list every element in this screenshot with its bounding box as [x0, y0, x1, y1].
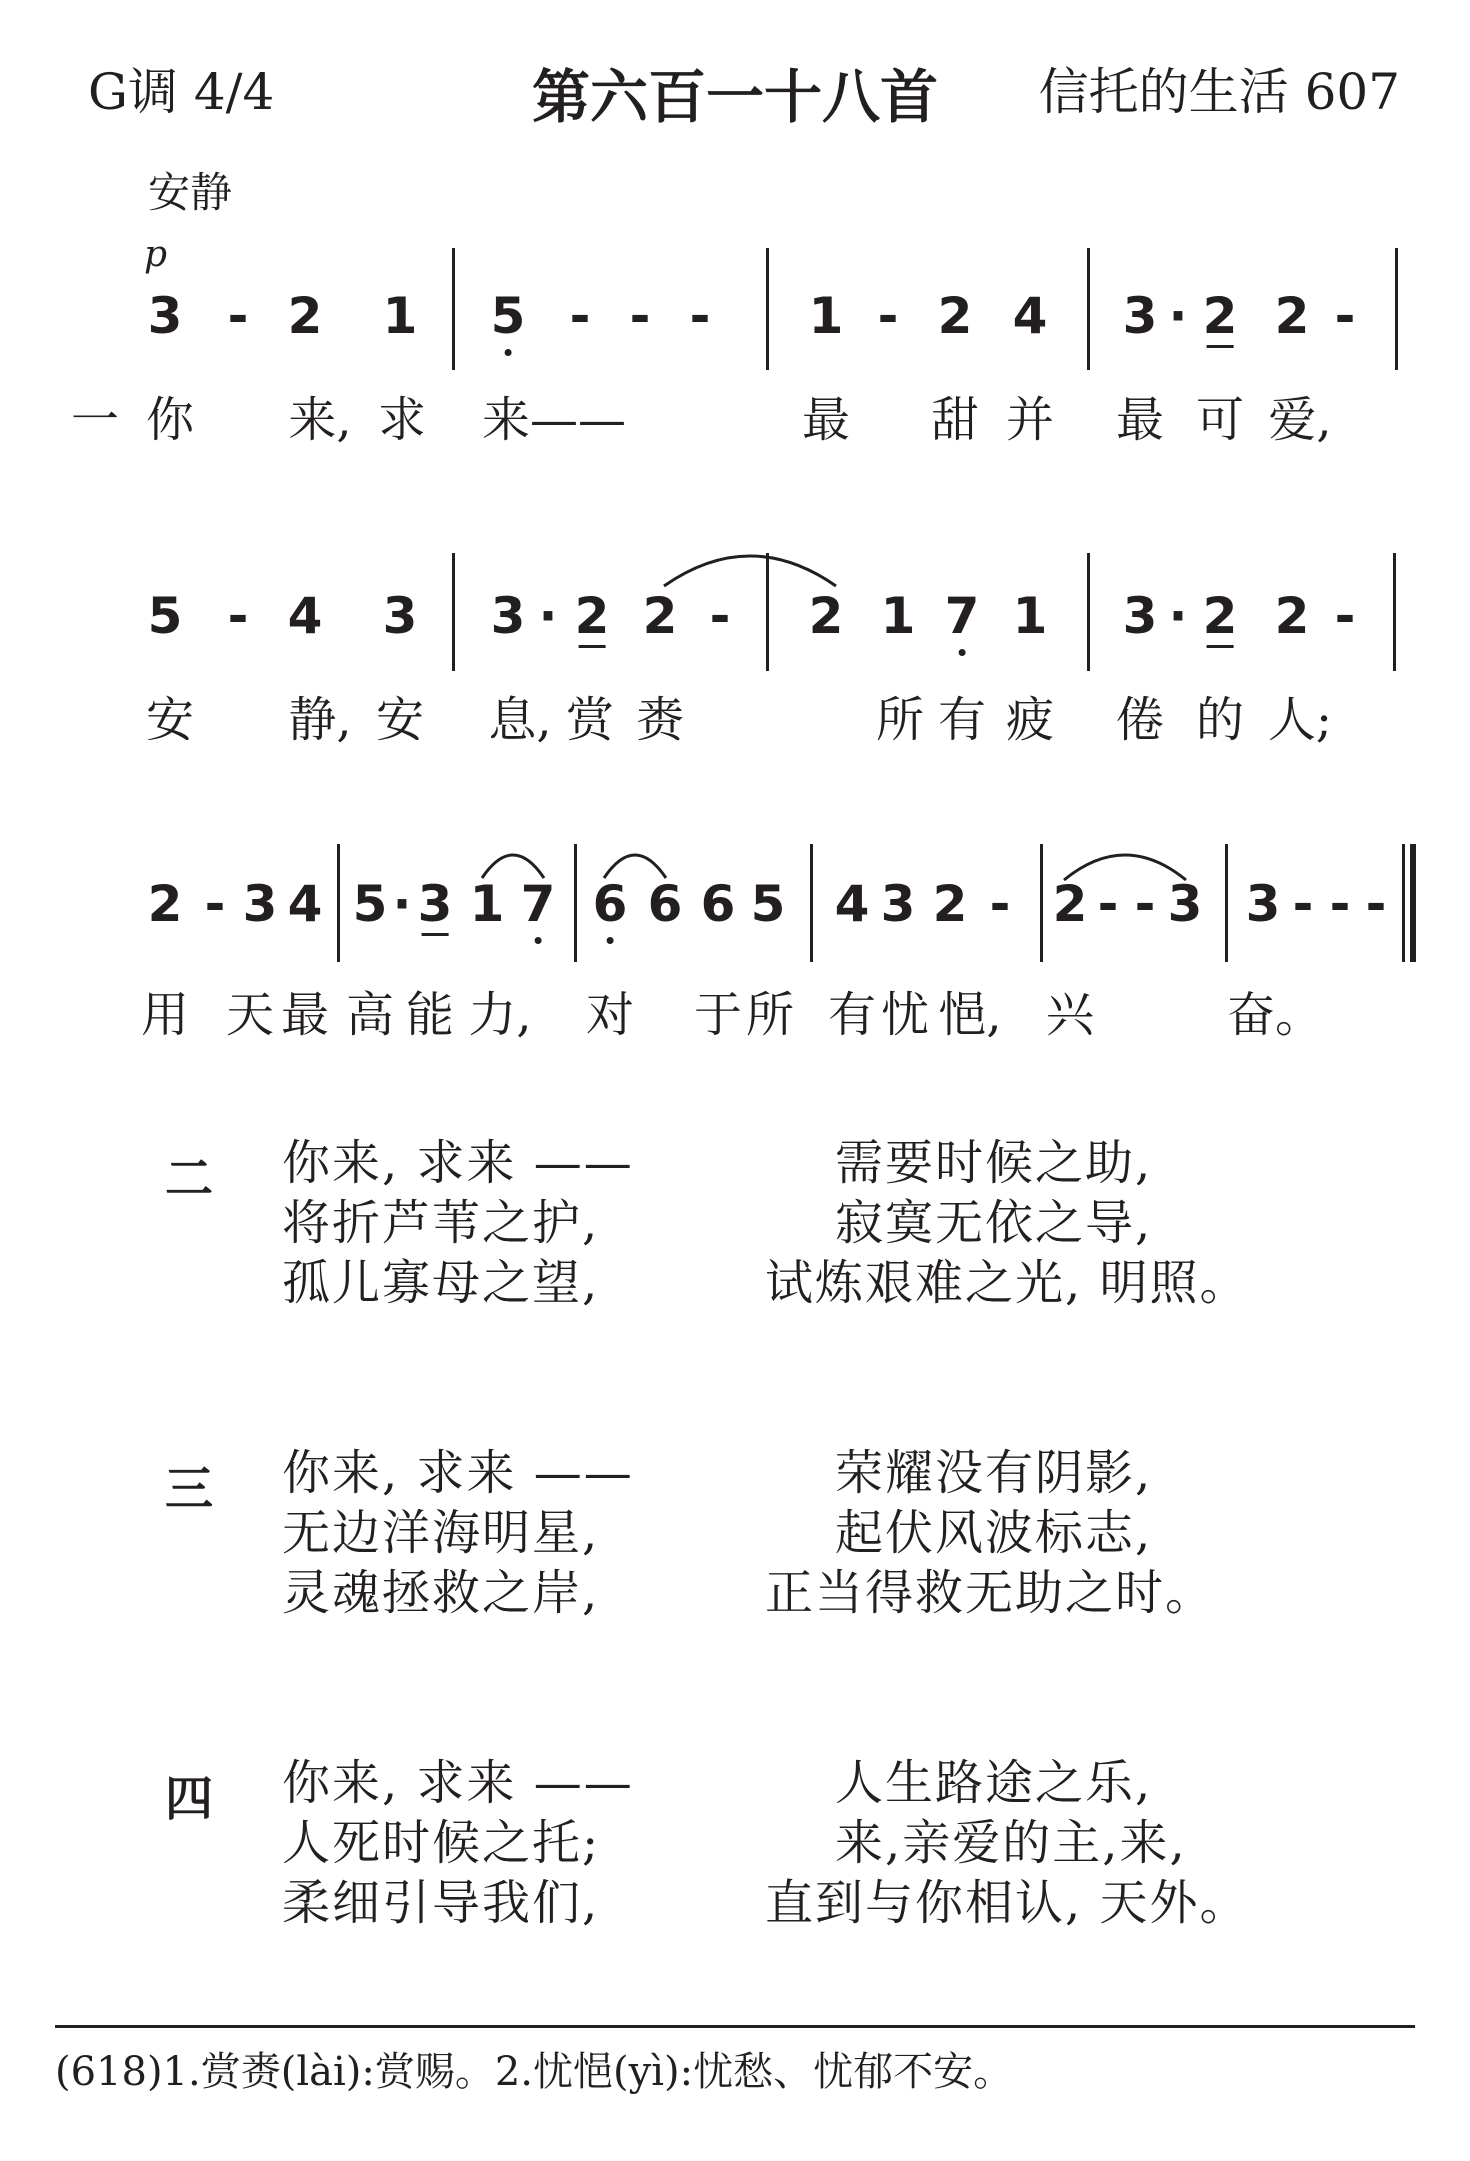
barline: [1087, 553, 1090, 671]
barline: [1225, 844, 1228, 962]
barline: [452, 553, 455, 671]
note: 2: [937, 287, 973, 345]
barline: [574, 844, 577, 962]
note: 3: [1167, 875, 1203, 933]
verse-line-left: 灵魂拯救之岸,: [282, 1565, 600, 1621]
note: 5: [352, 875, 388, 933]
low-octave-dot: [958, 649, 965, 656]
verse-line-left: 孤儿寡母之望,: [282, 1255, 600, 1311]
lyric: 高: [345, 987, 395, 1043]
verse-line-left: 你来, 求来 ——: [282, 1445, 634, 1501]
eighth-note: 2: [1203, 588, 1238, 644]
lyric: 疲: [1005, 692, 1055, 748]
verse-number: 二: [165, 1151, 214, 1207]
note: 7: [521, 876, 556, 932]
verse-line-right: 直到与你相认, 天外。: [765, 1875, 1250, 1931]
note-dash: -: [1334, 587, 1356, 645]
note: 3: [242, 875, 278, 933]
lyric: 兴: [1045, 987, 1095, 1043]
low-octave-dot: [606, 937, 613, 944]
lyric: 天: [225, 987, 275, 1043]
note: 6: [647, 875, 683, 933]
note-dash: -: [227, 587, 249, 645]
key-signature: G调 4/4: [88, 63, 275, 121]
note: 2: [1274, 587, 1310, 645]
verse-line-left: 将折芦苇之护,: [282, 1195, 600, 1251]
low-octave-dot: [534, 937, 541, 944]
verse-line-left: 柔细引导我们,: [282, 1875, 600, 1931]
note: 5: [491, 288, 526, 344]
note: 2: [147, 875, 183, 933]
lyric: 求: [377, 392, 427, 448]
note-dash: -: [629, 287, 651, 345]
verse-number: 一: [70, 392, 120, 448]
lyric: 赉: [635, 692, 685, 748]
final-barline-thick: [1410, 844, 1416, 962]
lyric: 来——: [482, 392, 627, 448]
note: 7: [945, 588, 980, 644]
lyric: 安: [145, 692, 195, 748]
note-dash: -: [227, 287, 249, 345]
verse-line-right: 试炼艰难之光, 明照。: [765, 1255, 1250, 1311]
verse-line-left: 你来, 求来 ——: [282, 1755, 634, 1811]
hymn-category: 信托的生活 607: [1038, 63, 1400, 121]
barline: [1087, 248, 1090, 370]
verse-line-right: 来,亲爱的主,来,: [835, 1815, 1187, 1871]
note: 4: [834, 875, 870, 933]
note-dash: -: [709, 587, 731, 645]
dynamic-marking: p: [144, 234, 168, 275]
lyric: 最: [1115, 392, 1165, 448]
note: 5: [147, 587, 183, 645]
lyric: 所: [745, 987, 795, 1043]
verse-line-left: 人死时候之托;: [282, 1815, 601, 1871]
underline: [579, 645, 606, 648]
lyric: 的: [1195, 692, 1245, 748]
low-octave-dot: [504, 349, 511, 356]
verse-line-right: 荣耀没有阴影,: [835, 1445, 1153, 1501]
verse-line-right: 人生路途之乐,: [835, 1755, 1153, 1811]
lyric: 奋。: [1226, 987, 1324, 1043]
eighth-note: 3: [418, 876, 453, 932]
lyric: 有: [937, 692, 987, 748]
note: 2: [642, 587, 678, 645]
underline: [1207, 345, 1234, 348]
note-dash: -: [1334, 287, 1356, 345]
note: 6: [700, 875, 736, 933]
lyric: 对: [585, 987, 635, 1043]
footnote-divider: [55, 2025, 1415, 2028]
lyric: 静,: [288, 692, 352, 748]
note-dash: -: [1292, 875, 1314, 933]
note: 3: [147, 287, 183, 345]
note: 4: [287, 587, 323, 645]
note-dash: -: [1134, 875, 1156, 933]
barline: [452, 248, 455, 370]
dotted-note-dot: ·: [392, 875, 412, 933]
lyric: 用: [140, 987, 190, 1043]
note: 2: [808, 587, 844, 645]
lyric: 于: [693, 987, 743, 1043]
note: 1: [1012, 587, 1048, 645]
note: 6: [593, 876, 628, 932]
note: 3: [1122, 287, 1158, 345]
dotted-note-dot: ·: [1168, 587, 1188, 645]
hymn-title: 第六百一十八首: [531, 63, 938, 131]
note-dash: -: [204, 875, 226, 933]
lyric: 能: [405, 987, 455, 1043]
lyric: 悒,: [938, 987, 1002, 1043]
note: 3: [382, 587, 418, 645]
note: 4: [1012, 287, 1048, 345]
barline: [1393, 553, 1396, 671]
note: 2: [1052, 875, 1088, 933]
barline: [1040, 844, 1043, 962]
note-dash: -: [689, 287, 711, 345]
note: 1: [382, 287, 418, 345]
verse-line-left: 无边洋海明星,: [282, 1505, 600, 1561]
dotted-note-dot: ·: [538, 587, 558, 645]
lyric: 忧: [880, 987, 930, 1043]
note: 2: [287, 287, 323, 345]
verse-line-right: 寂寞无依之导,: [835, 1195, 1153, 1251]
lyric: 倦: [1115, 692, 1165, 748]
lyric: 安: [375, 692, 425, 748]
note: 3: [490, 587, 526, 645]
lyric: 你: [145, 392, 195, 448]
verse-number: 三: [165, 1461, 214, 1517]
underline: [422, 933, 449, 936]
tempo-marking: 安静: [148, 168, 233, 217]
verse-line-right: 起伏风波标志,: [835, 1505, 1153, 1561]
eighth-note: 2: [1203, 288, 1238, 344]
note: 5: [750, 875, 786, 933]
note: 4: [287, 875, 323, 933]
note-dash: -: [877, 287, 899, 345]
lyric: 赏: [565, 692, 615, 748]
barline: [1395, 248, 1398, 370]
lyric: 可: [1195, 392, 1245, 448]
note-dash: -: [989, 875, 1011, 933]
lyric: 力,: [468, 987, 532, 1043]
note: 3: [1245, 875, 1281, 933]
dotted-note-dot: ·: [1168, 287, 1188, 345]
note-dash: -: [569, 287, 591, 345]
note: 3: [1122, 587, 1158, 645]
lyric: 甜: [930, 392, 980, 448]
note: 2: [1274, 287, 1310, 345]
note: 2: [932, 875, 968, 933]
underline: [1207, 645, 1234, 648]
lyric: 来,: [288, 392, 352, 448]
note-dash: -: [1365, 875, 1387, 933]
lyric: 最: [801, 392, 851, 448]
note-dash: -: [1097, 875, 1119, 933]
lyric: 息,: [488, 692, 552, 748]
lyric: 并: [1005, 392, 1055, 448]
eighth-note: 2: [575, 588, 610, 644]
note: 1: [880, 587, 916, 645]
verse-line-left: 你来, 求来 ——: [282, 1135, 634, 1191]
barline: [766, 553, 769, 671]
verse-number: 四: [165, 1771, 214, 1827]
verse-line-right: 正当得救无助之时。: [765, 1565, 1216, 1621]
lyric: 爱,: [1268, 392, 1332, 448]
barline: [337, 844, 340, 962]
verse-line-right: 需要时候之助,: [835, 1135, 1153, 1191]
note: 1: [808, 287, 844, 345]
barline: [810, 844, 813, 962]
footnote: (618)1.赏赉(lài):赏赐。2.忧悒(yì):忧愁、忧郁不安。: [55, 2049, 1014, 2095]
lyric: 有: [827, 987, 877, 1043]
lyric: 人;: [1267, 692, 1333, 748]
final-barline-thin: [1402, 844, 1405, 962]
note: 1: [469, 875, 505, 933]
lyric: 最: [280, 987, 330, 1043]
note-dash: -: [1329, 875, 1351, 933]
note: 3: [880, 875, 916, 933]
barline: [766, 248, 769, 370]
slur: [660, 540, 840, 590]
lyric: 所: [875, 692, 925, 748]
